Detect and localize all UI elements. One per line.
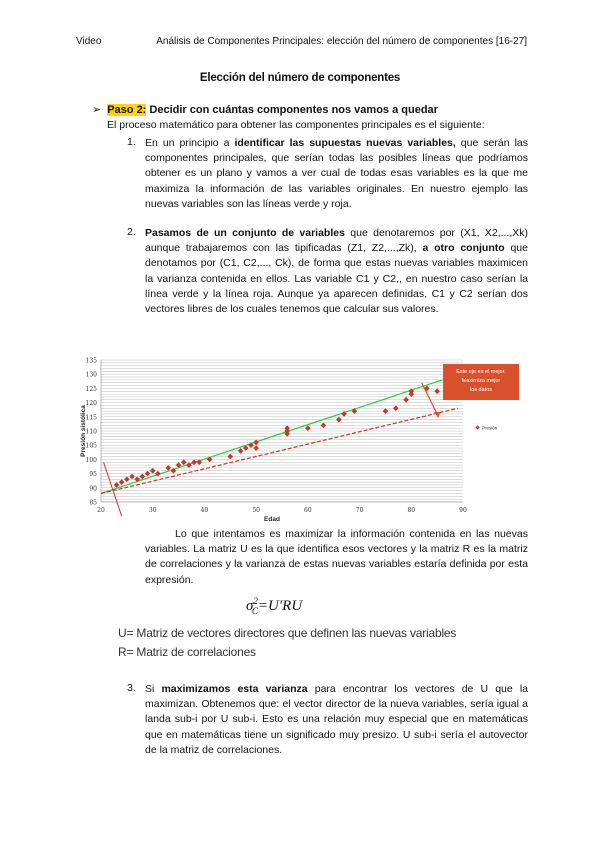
- data-point: [129, 474, 135, 480]
- arrow-bullet-icon: ➢: [92, 104, 102, 116]
- data-point: [114, 482, 120, 488]
- legend-marker: [475, 425, 479, 429]
- item-2-bold-1: Pasamos de un conjunto de variables: [145, 227, 345, 239]
- list-item: [145, 226, 528, 317]
- item-number-3: 3.: [127, 682, 136, 694]
- page-title: Elección del número de componentes: [199, 72, 401, 84]
- step-label: Paso 2:: [107, 104, 147, 116]
- y-tick-label: 95: [89, 471, 97, 479]
- data-point: [403, 397, 409, 403]
- y-tick-label: 120: [85, 400, 97, 408]
- step-heading: [92, 103, 438, 116]
- callout-arrow: [422, 383, 438, 414]
- item-1-bold: identificar las supuestas nuevas variables,: [234, 137, 456, 149]
- x-axis-label: Edad: [264, 516, 280, 523]
- data-point: [181, 459, 187, 465]
- y-tick-label: 130: [85, 371, 97, 379]
- y-tick-label: 125: [85, 385, 97, 393]
- item-2-bold-2: a otro conjunto: [422, 242, 505, 255]
- callout-text-line: Maximiza mejor: [461, 378, 501, 384]
- data-point: [393, 405, 399, 411]
- item-2-post: que denotamos por (C1, C2,..., Ck), de forma que estas nuevas variables maximicen la varianza contenida en ellos. Las variable C1 y C2,, en nuestro caso serían la línea verde y la línea roja. Aunque ya aparecen definidas, C1 y C2 serían dos vectores libres de los cuales tenemos que calcular sus valores.: [145, 242, 528, 316]
- item-2-mid: que denotaremos por (X1, X2,...,Xk) aunque trabajaremos con las tipificadas (Z1, Z2,...,Zk),: [145, 227, 528, 255]
- item-3-bold: maximizamos esta varianza: [161, 683, 308, 695]
- scatter-chart: [78, 352, 524, 524]
- y-tick-label: 135: [85, 357, 97, 365]
- x-tick-label: 60: [304, 507, 312, 514]
- y-tick-label: 105: [85, 442, 97, 450]
- item-number-2: 2.: [127, 226, 136, 238]
- data-point: [227, 454, 233, 460]
- data-point: [253, 440, 259, 446]
- legend-label: Presión: [482, 425, 498, 431]
- step-text: Decidir con cuántas componentes nos vamos a quedar: [146, 104, 438, 116]
- y-tick-label: 115: [85, 414, 97, 422]
- y-tick-label: 100: [85, 456, 97, 464]
- data-point: [336, 417, 342, 423]
- data-point: [383, 408, 389, 414]
- item-number-1: 1.: [127, 136, 136, 148]
- data-point: [284, 425, 290, 431]
- data-point: [150, 468, 156, 474]
- data-point: [145, 471, 151, 477]
- formula-sigma: σ: [246, 598, 254, 614]
- definition-r: R= Matriz de correlaciones: [118, 645, 256, 659]
- y-axis-label: Presión sistólica: [80, 405, 87, 457]
- item-3-pre: Si: [145, 683, 162, 695]
- data-point: [352, 408, 358, 414]
- x-tick-label: 30: [148, 507, 157, 514]
- header-left: Video: [76, 36, 102, 47]
- x-tick-label: 50: [252, 507, 260, 514]
- x-tick-label: 80: [407, 507, 416, 514]
- data-point: [305, 425, 311, 431]
- x-tick-label: 90: [459, 507, 467, 514]
- item-3-post: para encontrar los vectores de U que la maximizan. Obtenemos que: el vector director de la nueva variables, sería igual a landa sub-i por U sub-i. Esto es una relación muy especial que en matemáticas que en matemáticas tiene un significado muy presizo. U sub-i sería el autovector de la matriz de correlaciones.: [145, 683, 528, 756]
- data-point: [434, 388, 440, 394]
- data-point: [321, 422, 327, 428]
- y-tick-label: 85: [89, 499, 97, 507]
- data-point: [124, 476, 130, 482]
- intro-text: El proceso matemático para obtener las componentes principales es el siguiente:: [107, 119, 485, 131]
- definition-u: U= Matriz de vectores directores que definen las nuevas variables: [118, 626, 457, 640]
- formula-sup: 2: [253, 596, 258, 606]
- x-tick-label: 70: [355, 507, 364, 514]
- callout-text-line: Este eje es el mejor.: [456, 369, 506, 375]
- y-tick-label: 90: [89, 485, 97, 493]
- x-tick-label: 40: [200, 507, 209, 514]
- item-1-post: que serán las componentes principales, que serían todas las posibles líneas que podríamos obtener es un plano y vamos a ver cual de todas esas variables es la que me maximiza la información de las variables originales. En nuestro ejemplo las nuevas variables son las líneas verde y roja.: [145, 137, 528, 210]
- data-point: [191, 459, 197, 465]
- callout-arrowhead: [434, 412, 440, 418]
- after-chart-text: [145, 527, 528, 588]
- list-item: [145, 136, 528, 212]
- header-right: Análisis de Componentes Principales: elección del número de componentes [16-27]: [156, 36, 527, 47]
- data-point: [238, 448, 244, 454]
- formula-rhs: =U′RU: [257, 598, 303, 614]
- formula-sub: C: [251, 606, 258, 616]
- callout-text-line: los datos: [469, 387, 493, 393]
- item-1-pre: En un principio a: [145, 137, 235, 149]
- after-chart-paragraph: Lo que intentamos es maximizar la información contenida en las nuevas variables. La matriz U es la que identifica esos vectores y la matriz R es la matriz de correlaciones y la varianza de estas nuevas variables estaría definida por esta expresión.: [145, 528, 528, 586]
- y-tick-label: 110: [85, 428, 97, 436]
- data-point: [119, 479, 125, 485]
- variance-formula: [246, 596, 302, 616]
- list-item: [145, 682, 528, 758]
- data-point: [253, 445, 259, 451]
- x-tick-label: 20: [97, 507, 105, 514]
